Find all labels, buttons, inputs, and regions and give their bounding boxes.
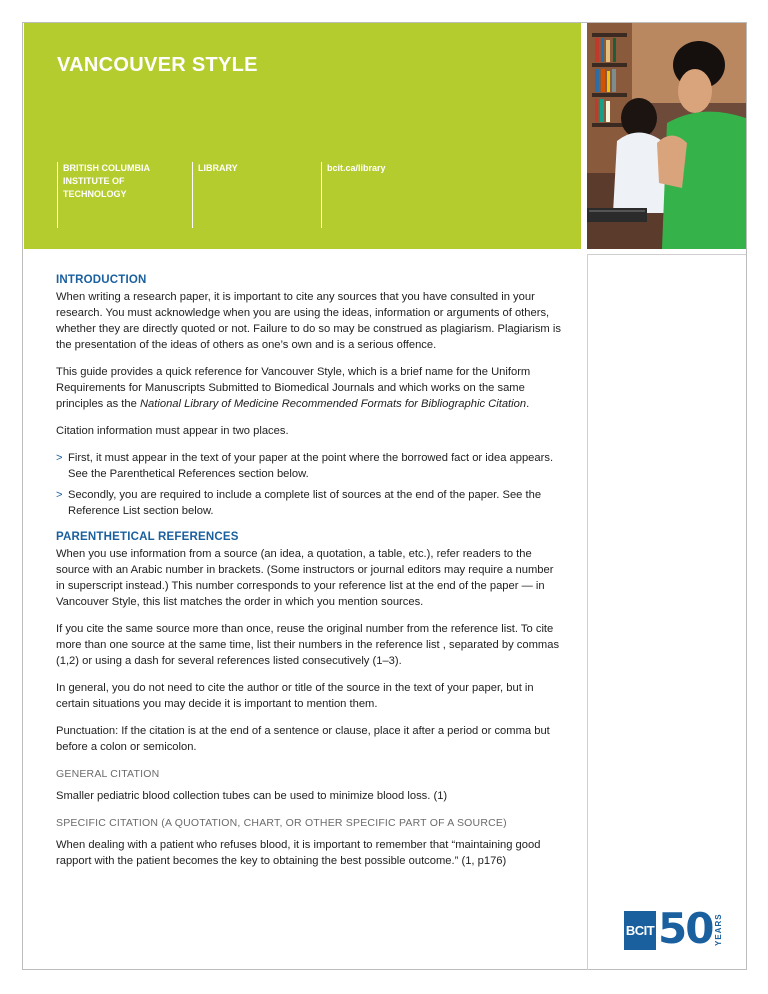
- intro-p2-text: This guide provides a quick reference for Vancouver Style, which is a brief name for the Uniform Requirements for Manuscripts Submitted to Biomedical Journals and which works on the same principles as the: [56, 366, 531, 410]
- logo-years: YEARS: [714, 913, 724, 947]
- logo-fifty: 50: [658, 904, 713, 953]
- intro-p2-end: .: [526, 398, 530, 410]
- sidebar-top-rule: [587, 254, 746, 255]
- students-illustration: [587, 23, 746, 249]
- general-citation-example: Smaller pediatric blood collection tubes can be used to minimize blood loss. (1): [56, 790, 448, 802]
- parenthetical-paragraph-2: If you cite the same source more than once, reuse the original number from the reference list. To cite more than one source at the same time, list their numbers in the reference list , separated by commas (1,2) or using a dash for several references listed consecutively (1–3).: [56, 623, 560, 667]
- specific-citation-example: When dealing with a patient who refuses blood, it is important to remember that “maintaining good rapport with the patient becomes the key to obtaining the best possible outcome.” (1, p176): [56, 839, 541, 867]
- citation-places-list: [56, 450, 561, 519]
- nlm-title: National Library of Medicine Recommended Formats for Bibliographic Citation: [139, 398, 527, 410]
- parenthetical-heading: PARENTHETICAL REFERENCES: [56, 531, 239, 543]
- parenthetical-paragraph-4: Punctuation: If the citation is at the end of a sentence or clause, place it after a period or comma but before a colon or semicolon.: [56, 725, 550, 753]
- bullet-marker: >: [56, 489, 63, 501]
- parenthetical-paragraph-1: When you use information from a source (an idea, a quotation, a table, etc.), refer readers to the source with an Arabic number in brackets. (Some instructors or journal editors may require a number in superscript instead.) This number corresponds to your reference list at the end of the paper — in Vancouver Style, this list matches the order in which you mention sources.: [56, 548, 554, 608]
- bullet-text: First, it must appear in the text of your paper at the point where the borrowed fact or idea appears. See the Parenthetical References section below.: [68, 452, 554, 480]
- header-banner: [24, 23, 581, 249]
- intro-paragraph-1: When writing a research paper, it is important to cite any sources that you have consulted in your research. You must acknowledge when you are using the ideas, information or arguments of others, whether they are directly quoted or not. Failure to do so may be construed as plagiarism. Plagiarism is the presentation of the ideas of others as one’s own and is a serious offence.: [56, 291, 561, 351]
- parenthetical-paragraph-3: In general, you do not need to cite the author or title of the source in the text of your paper, but in certain situations you may decide it is important to mention them.: [56, 682, 534, 710]
- bullet-text: Secondly, you are required to include a complete list of sources at the end of the paper. See the Reference List section below.: [68, 489, 542, 517]
- page-title: VANCOUVER STYLE: [57, 54, 258, 76]
- general-citation-heading: GENERAL CITATION: [56, 768, 160, 780]
- list-item: [56, 450, 561, 482]
- library-url[interactable]: bcit.ca/library: [321, 162, 437, 228]
- main-content: [56, 272, 561, 880]
- intro-paragraph-3: Citation information must appear in two places.: [56, 425, 289, 437]
- bcit-logo-mark: BCIT: [624, 911, 656, 950]
- students-photo: [587, 23, 746, 249]
- introduction-heading: INTRODUCTION: [56, 274, 147, 286]
- bcit-50-years-logo: [624, 904, 724, 955]
- intro-paragraph-2: [56, 364, 561, 412]
- sidebar-divider: [587, 254, 588, 970]
- list-item: [56, 487, 561, 519]
- institution-name: BRITISH COLUMBIA INSTITUTE OF TECHNOLOGY: [57, 162, 173, 228]
- bullet-marker: >: [56, 452, 63, 464]
- specific-citation-heading: SPECIFIC CITATION (A QUOTATION, CHART, OR OTHER SPECIFIC PART OF A SOURCE): [56, 817, 507, 829]
- department-name: LIBRARY: [192, 162, 308, 228]
